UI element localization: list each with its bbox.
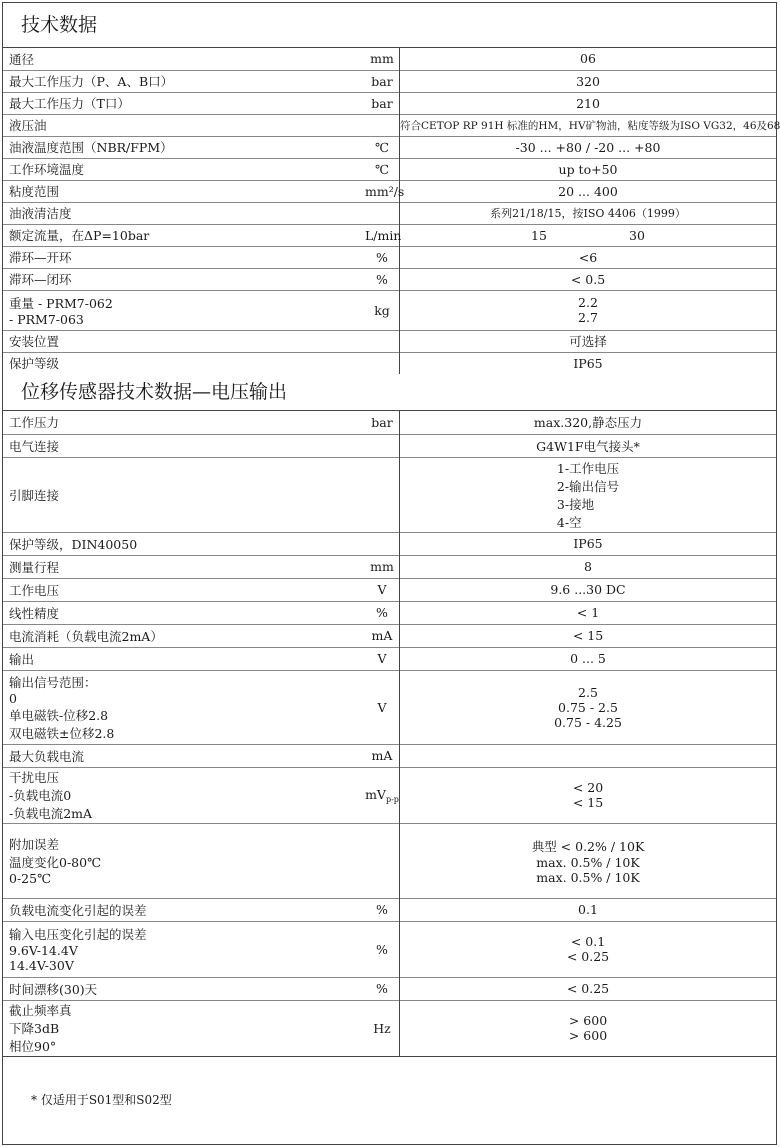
table-row: [3, 434, 776, 457]
row-value: 320: [400, 70, 777, 92]
table-row: [3, 624, 776, 647]
row-label: 时间漂移(30)天: [3, 977, 365, 1000]
row-value: <6: [400, 246, 777, 268]
row-value: < 0.1 < 0.25: [400, 921, 777, 977]
row-value: < 20 < 15: [400, 767, 777, 823]
row-label: 滞环—闭环: [3, 268, 365, 290]
row-value: 9.6 ...30 DC: [400, 578, 777, 601]
table-row: [3, 532, 776, 555]
table-row: [3, 744, 776, 767]
table-row: [3, 290, 776, 330]
row-label: 截止频率真 下降3dB 相位90°: [3, 1000, 365, 1056]
table-row: [3, 457, 776, 532]
row-value: 0 ... 5: [400, 647, 777, 670]
row-unit: [365, 434, 400, 457]
row-label: 滞环—开环: [3, 246, 365, 268]
tech-data-table: [3, 48, 780, 374]
row-label: 线性精度: [3, 601, 365, 624]
row-unit: mm²/s: [365, 180, 400, 202]
spec-sheet: [2, 2, 780, 1145]
row-label: 引脚连接: [3, 457, 365, 532]
row-unit: bar: [365, 411, 400, 434]
table-row: [3, 767, 776, 823]
table-row: [3, 330, 776, 352]
row-label: 最大负载电流: [3, 744, 365, 767]
table-row: [3, 977, 776, 1000]
row-unit: [365, 823, 400, 898]
row-value: 可选择: [400, 330, 777, 352]
row-label: 电气连接: [3, 434, 365, 457]
table-row: [3, 1000, 776, 1056]
row-value: G4W1F电气接头*: [400, 434, 777, 457]
table-row: [3, 411, 776, 434]
row-value: 06: [580, 51, 596, 67]
row-label: 通径: [9, 51, 35, 67]
row-label: 测量行程: [3, 555, 365, 578]
section-title-tech-data: 技术数据: [3, 3, 776, 48]
row-label: 安装位置: [3, 330, 365, 352]
row-value: -30 ... +80 / -20 ... +80: [400, 136, 777, 158]
row-unit: %: [365, 601, 400, 624]
row-unit: [365, 330, 400, 352]
row-unit: bar: [365, 92, 400, 114]
row-value: max.320,静态压力: [533, 415, 643, 431]
row-label: 工作环境温度: [3, 158, 365, 180]
table-row: [3, 70, 776, 92]
row-unit: %: [365, 268, 400, 290]
row-unit: V: [365, 647, 400, 670]
row-value: 典型 < 0.2% / 10K max. 0.5% / 10K max. 0.5% / 10K: [400, 823, 777, 898]
row-value: [400, 744, 777, 767]
table-row: [3, 647, 776, 670]
row-value: 210: [400, 92, 777, 114]
table-row: [3, 268, 776, 290]
row-unit: kg: [365, 290, 400, 330]
row-unit: %: [365, 246, 400, 268]
section-title-sensor-data: 位移传感器技术数据—电压输出: [3, 373, 776, 411]
row-label: 重量 - PRM7-062 - PRM7-063: [3, 290, 365, 330]
row-unit: %: [365, 977, 400, 1000]
row-unit: bar: [365, 70, 400, 92]
row-value: > 600 > 600: [400, 1000, 777, 1056]
table-row: [3, 601, 776, 624]
row-value: < 0.5: [400, 268, 777, 290]
table-row: [3, 202, 776, 224]
row-label: 额定流量，在ΔP=10bar: [3, 224, 365, 246]
table-row: [3, 246, 776, 268]
row-unit: V: [365, 578, 400, 601]
footnote: * 仅适用于S01型和S02型: [31, 1093, 172, 1107]
row-unit: [365, 767, 400, 823]
row-label: 工作压力: [9, 415, 60, 431]
row-label: 电流消耗（负载电流2mA）: [3, 624, 365, 647]
table-row: [3, 114, 776, 136]
row-value: IP65: [400, 352, 777, 374]
table-row: [3, 823, 776, 898]
row-label: 干扰电压 -负载电流0 -负载电流2mA: [3, 767, 365, 823]
row-unit: ℃: [365, 158, 400, 180]
row-value: [400, 224, 777, 246]
table-row: [3, 670, 776, 744]
row-label: 附加误差 温度变化0-80℃ 0-25℃: [3, 823, 365, 898]
row-value: [400, 457, 777, 532]
row-unit: V: [365, 670, 400, 744]
row-value: < 0.25: [400, 977, 777, 1000]
row-label: 油液清洁度: [3, 202, 365, 224]
table-row: [3, 158, 776, 180]
row-label: 粘度范围: [3, 180, 365, 202]
row-unit: [365, 114, 400, 136]
row-unit: mA: [365, 624, 400, 647]
row-value: 符合CETOP RP 91H 标准的HM，HV矿物油，粘度等级为ISO VG32，46及68: [400, 114, 777, 136]
table-row: [3, 92, 776, 114]
row-unit: mm: [365, 555, 400, 578]
row-value: < 1: [400, 601, 777, 624]
row-value: up to+50: [400, 158, 777, 180]
table-row: [3, 136, 776, 158]
row-label: 负载电流变化引起的误差: [3, 898, 365, 921]
row-label: 液压油: [3, 114, 365, 136]
row-label: 保护等级: [3, 352, 365, 374]
table-row: [3, 352, 776, 374]
row-label: 输出: [3, 647, 365, 670]
unit-main: mV: [365, 786, 386, 802]
row-unit: [365, 457, 400, 532]
row-value: 20 ... 400: [400, 180, 777, 202]
row-label: 保护等级，DIN40050: [3, 532, 365, 555]
row-unit: %: [365, 921, 400, 977]
row-unit: [365, 352, 400, 374]
table-row: [3, 48, 776, 70]
row-unit: [365, 202, 400, 224]
row-value: IP65: [400, 532, 777, 555]
table-row: [3, 224, 776, 246]
flow-value-b: 30: [629, 227, 645, 243]
row-label: 工作电压: [3, 578, 365, 601]
row-label: 最大工作压力（P、A、B口）: [3, 70, 365, 92]
row-label: 最大工作压力（T口）: [3, 92, 365, 114]
row-value: 0.1: [400, 898, 777, 921]
pin-list: 1-工作电压 2-输出信号 3-接地 4-空: [556, 460, 620, 530]
row-unit: Hz: [365, 1000, 400, 1056]
row-value: 8: [400, 555, 777, 578]
row-unit: L/min: [365, 224, 400, 246]
table-row: [3, 898, 776, 921]
row-unit: %: [365, 898, 400, 921]
table-row: [3, 578, 776, 601]
sensor-data-table: [3, 411, 776, 1056]
flow-value-a: 15: [531, 227, 547, 243]
row-value: 2.5 0.75 - 2.5 0.75 - 4.25: [400, 670, 777, 744]
table-row: [3, 921, 776, 977]
row-label: 油液温度范围（NBR/FPM）: [3, 136, 365, 158]
row-unit: mA: [365, 744, 400, 767]
row-unit: mm: [365, 48, 400, 70]
table-row: [3, 180, 776, 202]
row-unit: [365, 532, 400, 555]
row-label: 输入电压变化引起的误差 9.6V-14.4V 14.4V-30V: [3, 921, 365, 977]
row-value: 系列21/18/15，按ISO 4406（1999）: [400, 202, 777, 224]
unit-subscript: p-p: [385, 794, 399, 804]
row-value: 2.2 2.7: [400, 290, 777, 330]
row-label: 输出信号范围： 0 单电磁铁-位移2.8 双电磁铁±位移2.8: [3, 670, 365, 744]
row-value: < 15: [400, 624, 777, 647]
table-row: [3, 555, 776, 578]
footnote-area: [3, 1056, 776, 1146]
row-unit: ℃: [365, 136, 400, 158]
